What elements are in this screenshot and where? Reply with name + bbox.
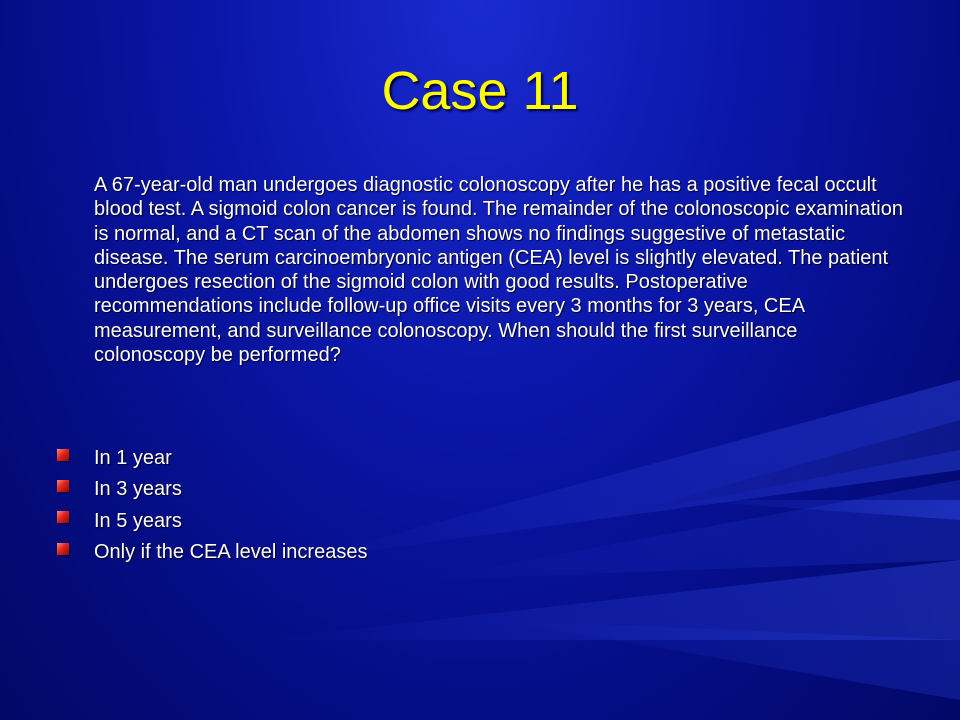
square-bullet-icon (57, 543, 69, 555)
answer-option-label: In 1 year (94, 447, 172, 470)
square-bullet-icon (57, 511, 69, 523)
square-bullet-icon (57, 449, 69, 461)
case-description: A 67-year-old man undergoes diagnostic colonoscopy after he has a positive fecal occult blood test. A sigmoid colon cancer is found. The remainder of the colonoscopic examination is normal, and a CT scan of the abdomen shows no findings suggestive of metastatic disease. The serum carcinoembryonic antigen (CEA) level is slightly elevated. The patient undergoes resection of the sigmoid colon with good results. Postoperative recommendations include follow-up office visits every 3 months for 3 years, CEA measurement, and surveillance colonoscopy. When should the first surveillance colonoscopy be performed? (94, 174, 903, 367)
answer-option-label: Only if the CEA level increases (94, 541, 368, 564)
square-bullet-icon (57, 480, 69, 492)
answer-option-4[interactable] (57, 537, 917, 568)
answer-option-2[interactable] (57, 474, 917, 505)
answer-option-label: In 5 years (94, 509, 182, 532)
answer-option-3[interactable] (57, 506, 917, 537)
answer-option-1[interactable] (57, 443, 917, 474)
slide-title: Case 11 (381, 61, 579, 121)
answer-option-label: In 3 years (94, 478, 182, 501)
answer-options (57, 443, 917, 568)
